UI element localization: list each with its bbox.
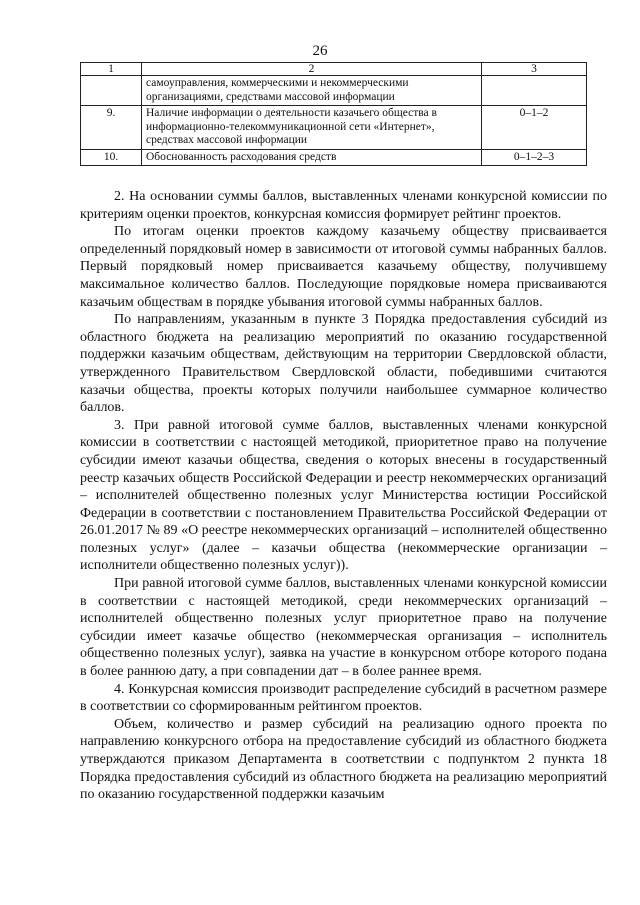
paragraph: 2. На основании суммы баллов, выставленных членами конкурсной комиссии по критериям оценки проектов, конкурсная комиссия формирует рейтинг проектов. xyxy=(80,189,607,222)
paragraph: По итогам оценки проектов каждому казачьему обществу присваивается определенный порядковый номер в зависимости от итоговой суммы набранных баллов. Первый порядковый номер присваивается казачьему обществу, получившему максимальное количество баллов. Последующие порядковые номера присваиваются казачьим обществам в порядке убывания итоговой суммы набранных баллов. xyxy=(80,224,607,310)
paragraph: 3. При равной итоговой сумме баллов, выставленных членами конкурсной комиссии в соответствии с настоящей методикой, приоритетное право на получение субсидии имеют казачьи общества, сведения о которых внесены в государственный реестр казачьих обществ Российской Федерации и реестр некоммерческих организаций – исполнителей общественно полезных услуг Министерства юстиции Российской Федерации в соответствии с постановлением Правительства Российской Федерации от 26.01.2017 № 89 «О реестре некоммерческих организаций – исполнителей общественно полезных услуг» (далее – казачьи общества (некоммерческие организации – исполнители общественно полезных услуг)). xyxy=(80,417,607,574)
page-number: 26 xyxy=(312,43,328,59)
table-row xyxy=(81,106,587,150)
paragraph: Объем, количество и размер субсидий на реализацию одного проекта по направлению конкурсного отбора на предоставление субсидий из областного бюджета утверждаются приказом Департамента в соответствии с подпунктом 2 пункта 18 Порядка предоставления субсидий из областного бюджета на реализацию мероприятий по оказанию государственной поддержки казачьим xyxy=(80,716,607,803)
paragraph: При равной итоговой сумме баллов, выставленных членами конкурсной комиссии в соответствии с настоящей методикой, среди некоммерческих организаций – исполнителей общественно полезных услуг приоритетное право на получение субсидии имеет казачье общество (некоммерческая организация – исполнитель общественно полезных услуг), заявка на участие в конкурсном отборе которого подана в более раннюю дату, а при совпадении дат – в более раннее время. xyxy=(80,576,607,680)
table-header-row xyxy=(81,63,587,76)
table-header-cell: 2 xyxy=(142,63,482,76)
table-cell-score xyxy=(482,76,587,106)
table-header-cell: 3 xyxy=(482,63,587,76)
table-row xyxy=(81,149,587,166)
table-cell-criterion: Обоснованность расходования средств xyxy=(142,149,482,166)
document-body xyxy=(80,188,607,804)
table-cell-number: 9. xyxy=(81,106,142,150)
paragraph: По направлениям, указанным в пункте 3 Порядка предоставления субсидий из областного бюджета на реализацию мероприятий по оказанию государственной поддержки казачьим обществам, действующим на территории Свердловской области, утвержденного Правительством Свердловской области, победившими считаются казачьи общества, проекты которых получили наибольшее суммарное количество баллов. xyxy=(80,312,607,416)
table-cell-score: 0–1–2 xyxy=(482,106,587,150)
table-cell-number xyxy=(81,76,142,106)
table-cell-score: 0–1–2–3 xyxy=(482,149,587,166)
table-row xyxy=(81,76,587,106)
table-header-cell: 1 xyxy=(81,63,142,76)
paragraph: 4. Конкурсная комиссия производит распределение субсидий в расчетном размере в соответствии со сформированным рейтингом проектов. xyxy=(80,681,607,715)
table-cell-criterion: самоуправления, коммерческими и некоммерческими организациями, средствами массовой информации xyxy=(142,76,482,106)
table-cell-criterion: Наличие информации о деятельности казачьего общества в информационно-телекоммуникационной сети «Интернет», средствах массовой информации xyxy=(142,106,482,150)
criteria-table xyxy=(80,62,587,166)
table-cell-number: 10. xyxy=(81,149,142,166)
